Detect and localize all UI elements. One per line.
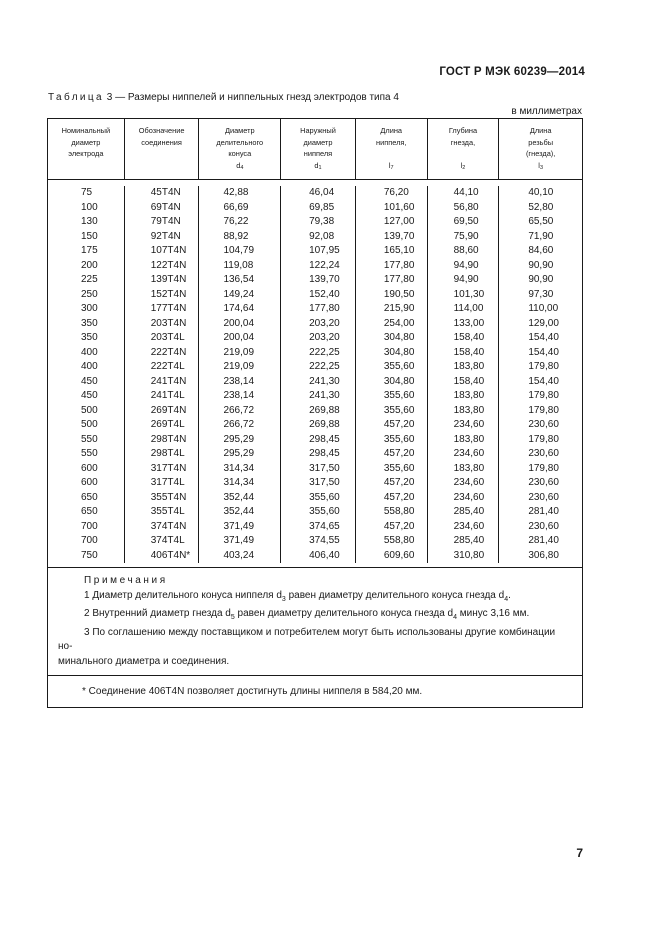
note-fragment: равен диаметру делительного конуса гнезда d: [234, 608, 454, 619]
table-cell: 127,00: [383, 216, 415, 227]
table-cell: 350: [81, 332, 98, 343]
table-cell: 355,60: [383, 390, 415, 401]
table-cell: 190,50: [383, 288, 415, 300]
table-cell: 355,60: [309, 491, 340, 503]
units-label: в миллиметрах: [511, 106, 582, 117]
table-cell: 174,64: [223, 303, 255, 314]
table-cell: 79,38: [309, 216, 335, 227]
column-header-line: Номинальный: [61, 126, 111, 135]
column-header-1: [48, 119, 125, 179]
table-column-6: [428, 186, 500, 563]
table-cell: 230,60: [528, 491, 559, 503]
table-cell: 304,80: [383, 346, 415, 358]
table-cell: 104,79: [223, 245, 255, 256]
table-cell: 44,10: [453, 187, 479, 198]
table-cell: 179,80: [528, 433, 559, 445]
column-header-2: [125, 119, 200, 179]
table-cell: 203T4L: [150, 332, 185, 343]
table-cell: 317,50: [309, 477, 340, 488]
table-cell: 107,95: [309, 245, 340, 256]
note-fragment: минус 3,16 мм.: [457, 608, 530, 619]
table-column-7: [499, 186, 582, 563]
note-fragment: 4: [453, 614, 458, 621]
table-cell: 650: [81, 491, 98, 503]
table-cell: 269,88: [309, 419, 340, 430]
table-cell: 179,80: [528, 390, 559, 401]
table-cell: 374,55: [309, 535, 340, 546]
table-cell: 179,80: [528, 462, 559, 474]
table-cell: 158,40: [453, 332, 485, 343]
table-cell: 550: [81, 448, 98, 459]
table-cell: 355,60: [383, 433, 415, 445]
note-fragment: равен диаметру делительного конуса гнезда d: [285, 589, 505, 601]
table-cell: 200: [81, 259, 98, 271]
table-column-2: [125, 186, 200, 563]
table-cell: 298,45: [309, 433, 340, 445]
table-cell: 129,00: [528, 317, 559, 329]
table-cell: 234,60: [453, 477, 485, 488]
table-cell: 183,80: [453, 462, 485, 474]
table-cell: 183,80: [453, 433, 485, 445]
table-cell: 295,29: [223, 433, 255, 445]
table-cell: 177T4N: [150, 303, 187, 314]
caption-number: 3: [106, 92, 113, 103]
table-cell: 241T4N: [150, 375, 187, 387]
table-cell: 314,34: [223, 462, 255, 474]
table-cell: 310,80: [453, 549, 485, 561]
column-header-line: (гнезда),: [525, 149, 556, 158]
column-header-line: гнезда,: [450, 137, 476, 147]
table-cell: 79T4N: [150, 216, 181, 227]
table-cell: 158,40: [453, 346, 485, 358]
table-cell: 400: [81, 346, 98, 358]
note-fragment: 3: [281, 595, 286, 603]
column-header-line: диаметр: [71, 137, 101, 147]
table-cell: 139,70: [383, 230, 415, 242]
table-cell: 88,60: [453, 245, 479, 256]
symbol-subscript: 7: [390, 165, 394, 171]
table-cell: 295,29: [223, 448, 255, 459]
table-cell: 183,80: [453, 361, 485, 372]
table-cell: 558,80: [383, 535, 415, 546]
table-cell: 250: [81, 288, 98, 300]
table-cell: 374,65: [309, 520, 340, 532]
table-cell: 355T4L: [150, 506, 185, 517]
table-cell: 230,60: [528, 520, 559, 532]
note-continuation: минального диаметра и соединения.: [58, 655, 230, 667]
column-header-line: Обозначение: [138, 126, 185, 135]
table-header-row: [48, 119, 582, 180]
table-cell: 76,22: [223, 216, 249, 227]
table-cell: 177,80: [383, 259, 415, 271]
table-cell: 230,60: [528, 419, 559, 430]
table-cell: 130: [81, 216, 98, 227]
column-symbol: [499, 160, 582, 175]
table-cell: 374T4L: [150, 535, 185, 546]
table-cell: 234,60: [453, 448, 485, 459]
column-symbol: [356, 160, 427, 175]
table-cell: 222,25: [309, 346, 340, 358]
column-header-line: диаметр: [303, 137, 333, 147]
table-cell: 203,20: [309, 317, 340, 329]
table-cell: 374T4N: [150, 520, 187, 532]
table-cell: 94,90: [453, 274, 479, 285]
table-cell: 56,80: [453, 201, 479, 213]
table-cell: 269T4L: [150, 419, 185, 430]
table-cell: 234,60: [453, 491, 485, 503]
table-cell: 203T4N: [150, 317, 187, 329]
table-cell: 457,20: [383, 491, 415, 503]
table-cell: 158,40: [453, 375, 485, 387]
table-cell: 122T4N: [150, 259, 187, 271]
table-cell: 298,45: [309, 448, 340, 459]
table-cell: 269T4N: [150, 404, 187, 416]
table-cell: 150: [81, 230, 98, 242]
table-cell: 133,00: [453, 317, 485, 329]
table-cell: 450: [81, 390, 98, 401]
table-cell: 254,00: [383, 317, 415, 329]
table-cell: 183,80: [453, 404, 485, 416]
table-cell: 457,20: [383, 520, 415, 532]
table-cell: 500: [81, 404, 98, 416]
table-cell: 317T4L: [150, 477, 185, 488]
table-cell: 183,80: [453, 390, 485, 401]
symbol-subscript: 3: [539, 165, 544, 171]
table-body: [48, 180, 582, 567]
table-cell: 600: [81, 477, 98, 488]
symbol-subscript: 1: [318, 165, 322, 171]
table-cell: 558,80: [383, 506, 415, 517]
column-header-line: соединения: [141, 137, 182, 147]
caption-word: Таблица: [48, 92, 105, 103]
column-header-4: [281, 119, 356, 179]
table-cell: 317,50: [309, 462, 340, 474]
table-cell: 350: [81, 317, 98, 329]
table-cell: 179,80: [528, 361, 559, 372]
table-cell: 88,92: [223, 230, 249, 242]
table-cell: 406,40: [309, 549, 340, 561]
table-cell: 97,30: [528, 288, 554, 300]
table-cell: 304,80: [383, 375, 415, 387]
table-cell: 94,90: [453, 259, 479, 271]
notes-title: Примечания: [84, 575, 168, 586]
note-fragment: 1 Диаметр делительного конуса ниппеля d: [84, 589, 282, 601]
table-cell: 352,44: [223, 506, 255, 517]
column-header-line: Длина: [529, 126, 552, 135]
table-cell: 298T4N: [150, 433, 187, 445]
table-cell: 450: [81, 375, 98, 387]
table-cell: 234,60: [453, 520, 485, 532]
table-cell: 69,85: [309, 201, 335, 213]
table-cell: 234,60: [453, 419, 485, 430]
symbol-letter: d: [314, 161, 319, 170]
table-cell: 550: [81, 433, 98, 445]
table-cell: 285,40: [453, 535, 485, 546]
table-cell: 400: [81, 361, 98, 372]
table-cell: 281,40: [528, 506, 559, 517]
table-cell: 300: [81, 303, 98, 314]
table-cell: 200,04: [223, 317, 255, 329]
table-cell: 200,04: [223, 332, 255, 343]
column-header-line: электрода: [68, 149, 104, 158]
table-cell: 75: [81, 187, 93, 198]
table-cell: 457,20: [383, 448, 415, 459]
table-cell: 203,20: [309, 332, 340, 343]
table-cell: 139,70: [309, 274, 340, 285]
table-cell: 355,60: [309, 506, 340, 517]
table-cell: 403,24: [223, 549, 255, 561]
table-cell: 609,60: [383, 549, 415, 561]
table-cell: 154,40: [528, 332, 559, 343]
table-cell: 100: [81, 201, 98, 213]
symbol-letter: d: [236, 161, 241, 170]
table-cell: 314,34: [223, 477, 255, 488]
table-cell: 306,80: [528, 549, 559, 561]
table-cell: 600: [81, 462, 98, 474]
table-cell: 285,40: [453, 506, 485, 517]
table-cell: 650: [81, 506, 98, 517]
table-cell: 266,72: [223, 419, 255, 430]
table-cell: 222T4L: [150, 361, 185, 372]
symbol-letter: l: [538, 161, 540, 170]
table-cell: 219,09: [223, 361, 255, 372]
table-cell: 76,20: [383, 187, 409, 198]
table-cell: 66,69: [223, 201, 249, 213]
column-header-3: [199, 119, 281, 179]
column-header-line: резьбы: [528, 137, 554, 147]
table-cell: 40,10: [528, 187, 554, 198]
table-cell: 230,60: [528, 448, 559, 459]
table-cell: 165,10: [383, 245, 415, 256]
table-cell: 355,60: [383, 462, 415, 474]
table-cell: 355,60: [383, 404, 415, 416]
table-cell: 75,90: [453, 230, 479, 242]
table-cell: 90,90: [528, 259, 554, 271]
table-cell: 241,30: [309, 390, 340, 401]
column-header-line: Диаметр: [224, 126, 255, 135]
column-header-line: Глубина: [448, 126, 478, 135]
table-column-5: [356, 186, 428, 563]
table-cell: 179,80: [528, 404, 559, 416]
column-header-7: [499, 119, 582, 179]
column-symbol: [281, 160, 355, 175]
table-cell: 266,72: [223, 404, 255, 416]
symbol-subscript: 2: [462, 165, 466, 171]
table-cell: 500: [81, 419, 98, 430]
table-cell: 241T4L: [150, 390, 185, 401]
table-cell: 114,00: [453, 303, 484, 314]
dimensions-table: [47, 118, 583, 708]
column-header-line: ниппеля,: [375, 137, 407, 147]
table-cell: 177,80: [383, 274, 415, 285]
note-fragment: 5: [230, 614, 235, 621]
table-notes: [48, 567, 582, 675]
table-cell: 222,25: [309, 361, 340, 372]
standard-identifier: ГОСТ Р МЭК 60239—2014: [439, 66, 585, 78]
table-cell: 355T4N: [150, 491, 187, 503]
table-cell: 750: [81, 549, 98, 561]
table-caption: [48, 92, 399, 103]
column-header-line: Длина: [380, 126, 403, 135]
table-cell: 304,80: [383, 332, 415, 343]
note-item: [58, 589, 572, 608]
column-header-line: Наружный: [300, 126, 336, 135]
table-footnote: * Соединение 406T4N позволяет достигнуть длины ниппеля в 584,20 мм.: [48, 675, 582, 707]
column-header-line: ниппеля: [303, 149, 333, 158]
table-cell: 122,24: [309, 259, 340, 271]
table-cell: 84,60: [528, 245, 554, 256]
table-cell: 175: [81, 245, 98, 256]
table-cell: 101,30: [453, 288, 485, 300]
note-fragment: 2 Внутренний диаметр гнезда d: [84, 608, 231, 619]
table-cell: 42,88: [223, 187, 249, 198]
column-symbol: [199, 160, 280, 175]
table-cell: 45T4N: [150, 187, 181, 198]
table-cell: 238,14: [223, 375, 255, 387]
symbol-letter: l: [388, 161, 391, 170]
table-cell: 119,08: [223, 259, 254, 271]
table-cell: 110,00: [528, 303, 559, 314]
table-column-4: [281, 186, 356, 563]
table-cell: 139T4N: [150, 274, 187, 285]
table-cell: 69,50: [453, 216, 479, 227]
table-cell: 371,49: [223, 520, 255, 532]
note-item: [58, 626, 572, 655]
table-cell: 69T4N: [150, 201, 181, 213]
table-cell: 46,04: [309, 187, 335, 198]
table-cell: 90,90: [528, 274, 554, 285]
table-cell: 149,24: [223, 288, 255, 300]
table-cell: 92T4N: [150, 230, 181, 242]
symbol-subscript: 4: [240, 165, 244, 171]
table-cell: 281,40: [528, 535, 559, 546]
table-cell: 177,80: [309, 303, 340, 314]
symbol-letter: l: [460, 161, 463, 170]
column-symbol: [428, 160, 499, 175]
table-cell: 241,30: [309, 375, 340, 387]
table-cell: 317T4N: [150, 462, 187, 474]
table-cell: 154,40: [528, 375, 559, 387]
column-header-line: делительного: [216, 137, 264, 147]
column-header-6: [428, 119, 500, 179]
table-cell: 136,54: [223, 274, 255, 285]
table-cell: 230,60: [528, 477, 559, 488]
table-cell: 154,40: [528, 346, 559, 358]
table-cell: 457,20: [383, 419, 415, 430]
table-cell: 298T4L: [150, 448, 185, 459]
column-header-5: [356, 119, 428, 179]
note-fragment: .: [508, 589, 511, 601]
table-cell: 152T4N: [150, 288, 187, 300]
column-header-line: конуса: [228, 149, 252, 158]
table-cell: 269,88: [309, 404, 340, 416]
table-cell: 406T4N*: [150, 549, 191, 561]
table-column-3: [199, 186, 281, 563]
table-cell: 222T4N: [150, 346, 187, 358]
table-cell: 101,60: [383, 201, 415, 213]
note-fragment: 3 По соглашению между поставщиком и потребителем могут быть использованы другие комбинации но-: [58, 626, 556, 652]
table-cell: 92,08: [309, 230, 335, 242]
table-cell: 52,80: [528, 201, 554, 213]
notes-list: [58, 589, 572, 655]
table-cell: 352,44: [223, 491, 255, 503]
table-cell: 65,50: [528, 216, 554, 227]
table-cell: 107T4N: [150, 245, 187, 256]
table-column-1: [48, 186, 125, 563]
table-cell: 152,40: [309, 288, 340, 300]
table-cell: 71,90: [528, 230, 554, 242]
table-cell: 355,60: [383, 361, 415, 372]
table-cell: 238,14: [223, 390, 255, 401]
table-cell: 225: [81, 274, 98, 285]
table-cell: 700: [81, 535, 98, 546]
table-cell: 219,09: [223, 346, 255, 358]
table-cell: 700: [81, 520, 98, 532]
table-cell: 371,49: [223, 535, 255, 546]
table-cell: 457,20: [383, 477, 415, 488]
table-cell: 215,90: [383, 303, 415, 314]
note-fragment: 4: [504, 595, 509, 603]
page-number: 7: [576, 846, 583, 860]
note-item: [58, 607, 572, 626]
caption-text: — Размеры ниппелей и ниппельных гнезд электродов типа 4: [112, 92, 399, 103]
